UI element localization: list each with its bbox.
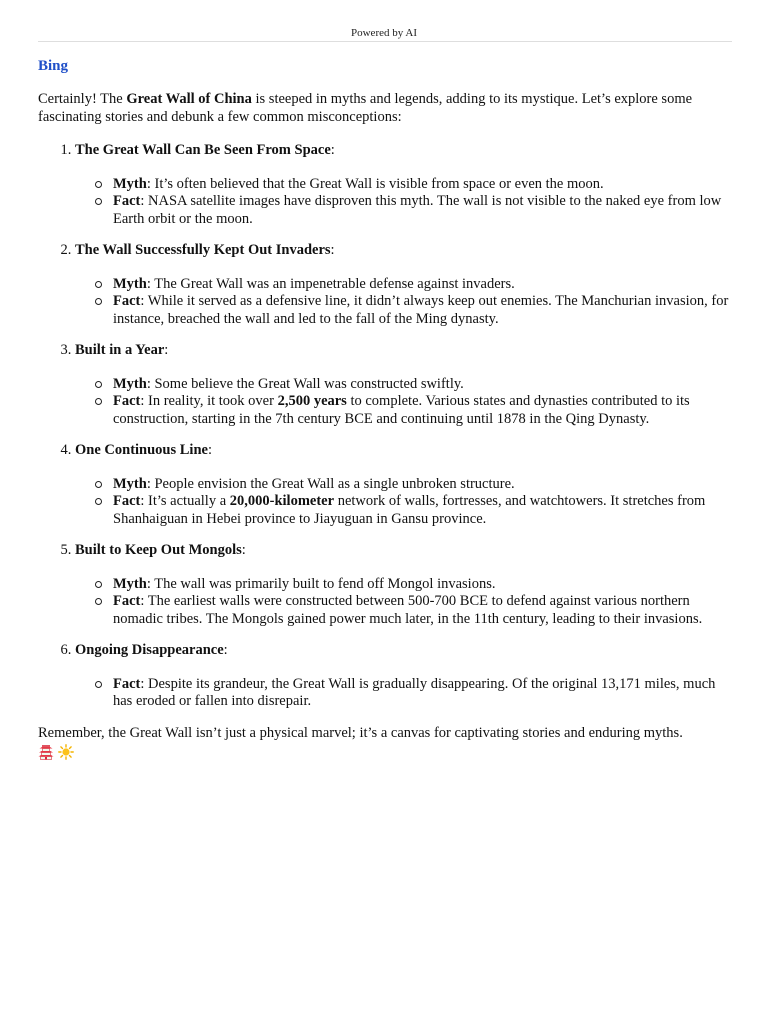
myth-title: Built to Keep Out Mongols xyxy=(75,542,242,558)
myth-item xyxy=(75,242,732,328)
myth-heading: 5. Built to Keep Out Mongols: xyxy=(75,542,246,558)
point-label: Myth xyxy=(113,275,147,292)
fact-point xyxy=(113,493,732,528)
source-link-bing[interactable]: Bing xyxy=(38,58,69,74)
myth-heading: 2. The Wall Successfully Kept Out Invaders: xyxy=(75,242,335,258)
point-text: : Despite its grandeur, the Great Wall is gradually disappearing. Of the original 13,171 miles, much has eroded or fallen into disrepair. xyxy=(113,675,716,709)
myth-points-list xyxy=(75,676,732,711)
fact-point xyxy=(113,593,732,628)
intro-paragraph xyxy=(38,91,732,126)
point-text: : In reality, it took over xyxy=(140,393,278,409)
myth-point xyxy=(113,176,732,194)
point-label: Myth xyxy=(113,575,147,592)
point-text: to complete. Various states and dynasties contributed to its construction, starting in the 7th century BCE and continuing until 1878 in the Qing Dynasty. xyxy=(113,393,690,427)
point-text: : People envision the Great Wall as a single unbroken structure. xyxy=(146,475,515,492)
myth-title: One Continuous Line xyxy=(75,442,208,458)
point-label: Fact xyxy=(113,675,141,692)
point-text: : The wall was primarily built to fend off Mongol invasions. xyxy=(146,575,496,592)
myth-points-list xyxy=(75,376,732,429)
myth-point xyxy=(113,576,732,594)
powered-by-label: Powered by AI xyxy=(351,27,417,39)
myth-title: The Wall Successfully Kept Out Invaders xyxy=(75,242,331,258)
point-label: Fact xyxy=(113,393,141,409)
point-emphasis: 2,500 years xyxy=(277,393,347,409)
point-label: Myth xyxy=(113,175,147,192)
intro-bold-subject: Great Wall of China xyxy=(126,91,252,107)
point-text: : The earliest walls were constructed between 500-700 BCE to defend against various northern nomadic tribes. The Mongols gained power much later, in the 11th century, leading to their invasions. xyxy=(113,593,703,627)
point-text: : The Great Wall was an impenetrable defense against invaders. xyxy=(146,275,515,292)
myth-item xyxy=(75,442,732,528)
closing-paragraph xyxy=(38,725,732,762)
myth-points-list xyxy=(75,476,732,529)
closing-emojis xyxy=(38,743,732,761)
myth-item xyxy=(75,642,732,711)
fact-point xyxy=(113,676,732,711)
myth-heading: 4. One Continuous Line: xyxy=(75,442,212,458)
intro-text-after: is steeped in myths and legends, adding to its mystique. Let’s explore some fascinating stories and debunk a few common misconceptions: xyxy=(38,91,693,125)
myth-points-list xyxy=(75,576,732,629)
pagoda-icon xyxy=(38,744,54,760)
fact-point xyxy=(113,293,732,328)
myth-points-list xyxy=(75,276,732,329)
point-emphasis: 20,000-kilometer xyxy=(229,493,335,509)
point-text: : It’s actually a xyxy=(140,493,230,509)
point-text: : It’s often believed that the Great Wall is visible from space or even the moon. xyxy=(146,175,604,192)
point-text: : While it served as a defensive line, it didn’t always keep out enemies. The Manchurian invasion, for instance, breached the wall and led to the fall of the Ming dynasty. xyxy=(113,293,729,327)
closing-text: Remember, the Great Wall isn’t just a physical marvel; it’s a canvas for captivating stories and enduring myths. xyxy=(38,724,683,741)
myth-item xyxy=(75,542,732,628)
fact-point xyxy=(113,393,732,428)
myth-title: Built in a Year xyxy=(75,342,165,358)
point-text: : NASA satellite images have disproven this myth. The wall is not visible to the naked eye from low Earth orbit or the moon. xyxy=(113,193,722,227)
sun-icon xyxy=(58,744,74,760)
fact-point xyxy=(113,193,732,228)
myth-item xyxy=(75,342,732,428)
point-text: network of walls, fortresses, and watchtowers. It stretches from Shanhaiguan in Hebei province to Jiayuguan in Gansu province. xyxy=(113,493,706,527)
myth-point xyxy=(113,476,732,494)
myth-title: Ongoing Disappearance xyxy=(75,642,224,658)
point-label: Myth xyxy=(113,375,147,392)
answer-body xyxy=(38,91,732,761)
myth-point xyxy=(113,276,732,294)
point-label: Fact xyxy=(113,293,141,309)
point-label: Fact xyxy=(113,593,141,609)
myth-heading: 1. The Great Wall Can Be Seen From Space: xyxy=(75,142,335,158)
myth-item xyxy=(75,142,732,228)
myth-heading: 6. Ongoing Disappearance: xyxy=(75,642,228,658)
myth-title: The Great Wall Can Be Seen From Space xyxy=(75,142,331,158)
myths-list xyxy=(38,142,732,711)
intro-text-before: Certainly! The xyxy=(38,91,127,107)
myth-points-list xyxy=(75,176,732,229)
point-label: Myth xyxy=(113,475,147,492)
header-divider xyxy=(38,41,732,42)
point-label: Fact xyxy=(113,493,141,509)
myth-heading: 3. Built in a Year: xyxy=(75,342,169,358)
myth-point xyxy=(113,376,732,394)
point-label: Fact xyxy=(113,193,141,209)
point-text: : Some believe the Great Wall was constructed swiftly. xyxy=(146,375,464,392)
